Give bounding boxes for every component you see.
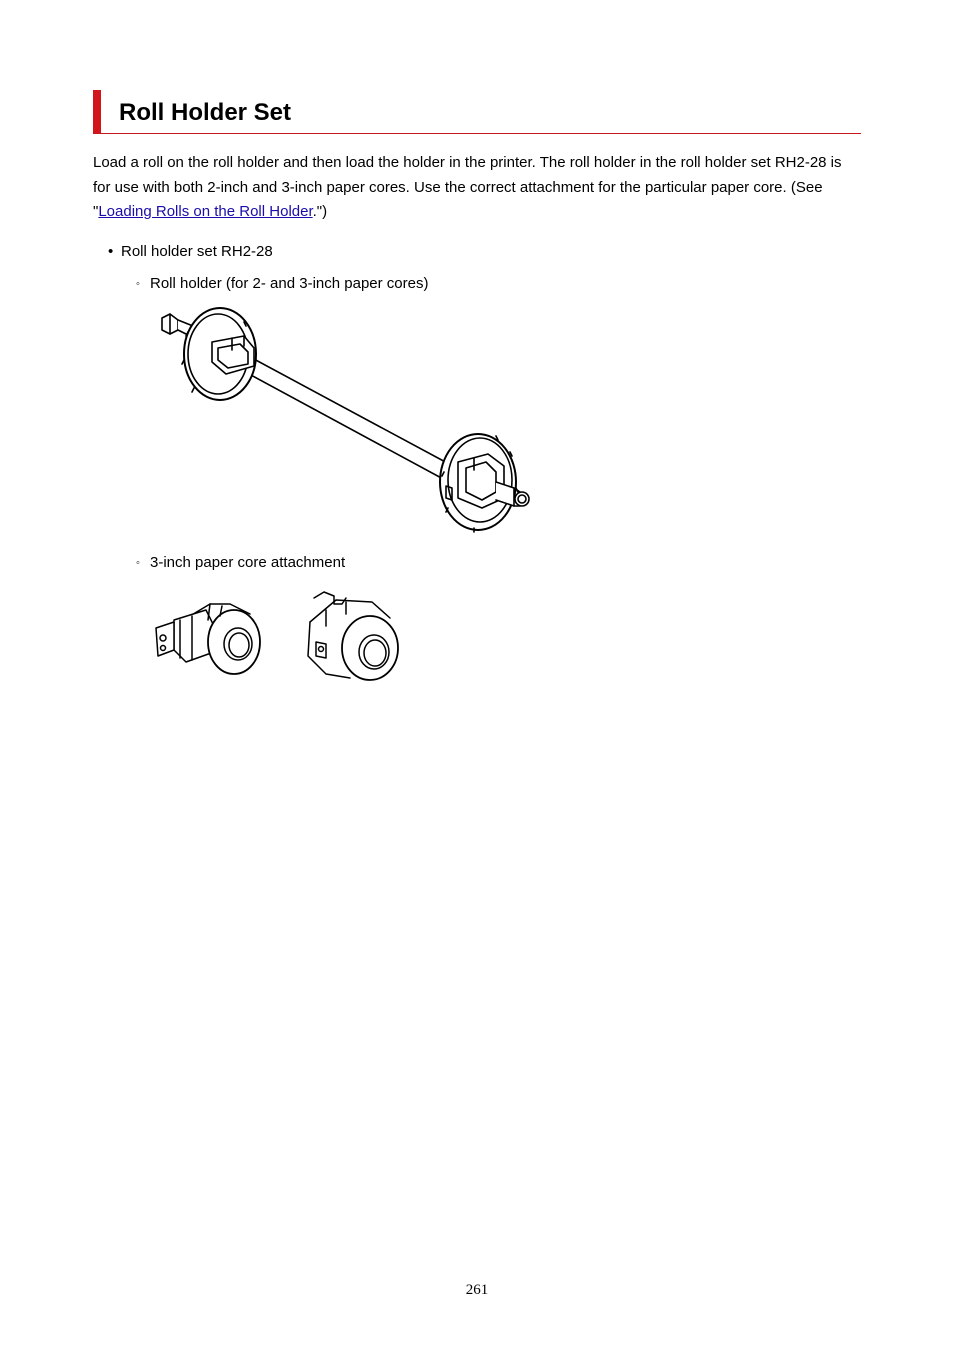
intro-text-before: Load a roll on the roll holder and then load the holder in the printer. The roll holder in the roll holder set RH2-28 is for use with both 2-inch and 3-inch paper cores. Use the correct attachment for the particular paper core. (See " <box>93 154 842 220</box>
page-number: 261 <box>465 1282 489 1298</box>
roll-holder-illustration <box>148 302 538 540</box>
core-attachment-illustration <box>150 586 410 690</box>
sub-item-attachment <box>136 553 345 573</box>
sub-item-label: Roll holder (for 2- and 3-inch paper cores) <box>150 275 429 292</box>
page-title: Roll Holder Set <box>119 99 292 126</box>
loading-rolls-link[interactable]: Loading Rolls on the Roll Holder <box>98 203 313 220</box>
sub-bullet-icon: ◦ <box>136 278 140 290</box>
heading-accent-bar <box>93 90 101 133</box>
section-heading <box>93 90 861 134</box>
list-item-roll-holder-set <box>108 242 273 262</box>
intro-paragraph <box>93 151 863 225</box>
sub-item-label: 3-inch paper core attachment <box>150 554 346 571</box>
list-item-label: Roll holder set RH2-28 <box>121 243 273 260</box>
sub-bullet-icon: ◦ <box>136 557 140 569</box>
bullet-icon: • <box>108 243 114 260</box>
sub-item-roll-holder <box>136 274 428 294</box>
intro-text-after: .") <box>312 203 328 220</box>
